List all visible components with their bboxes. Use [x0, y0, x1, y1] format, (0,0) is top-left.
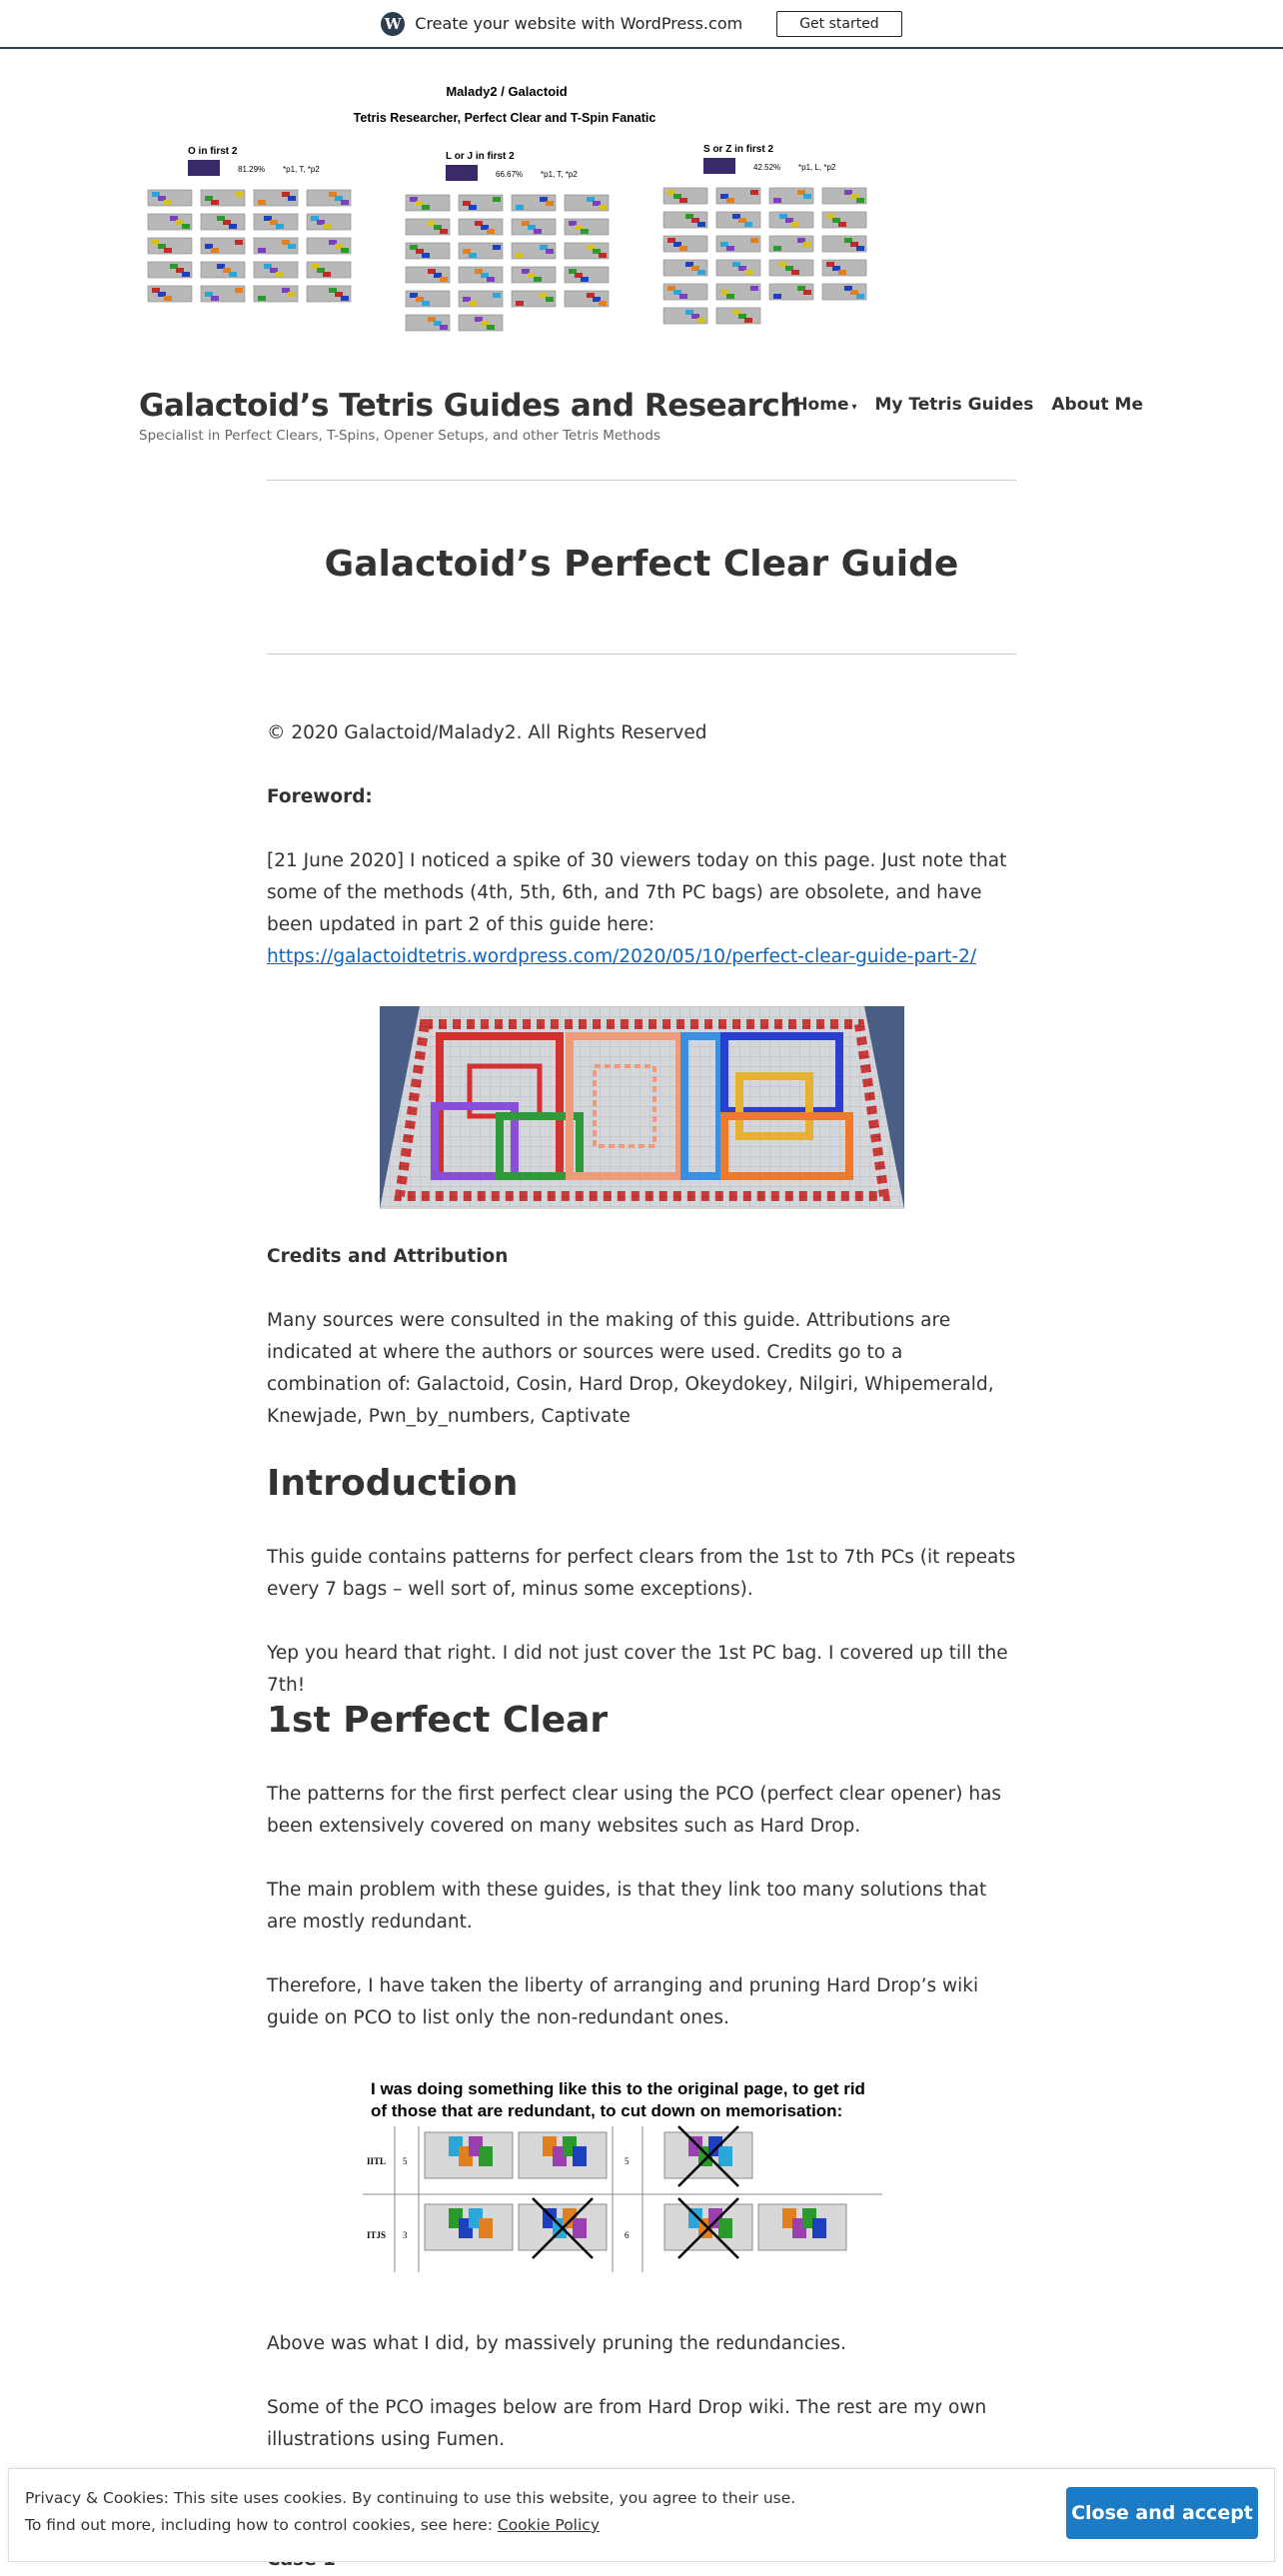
- pc-thumbnail-piece: [773, 294, 781, 299]
- pc-thumbnail-piece: [487, 277, 495, 282]
- site-title[interactable]: Galactoid’s Tetris Guides and Research: [139, 388, 801, 424]
- pco-board-piece: [573, 2146, 587, 2166]
- pc-thumbnail-piece: [211, 200, 219, 205]
- pc-thumbnail-piece: [276, 224, 284, 229]
- pc-thumbnail-piece: [838, 222, 846, 227]
- pc-thumbnail-piece: [679, 246, 687, 251]
- pc-thumbnail-piece: [487, 229, 495, 234]
- intro-paragraph-1: This guide contains patterns for perfect clears from the 1st to 7th PCs (it repeats every 7 bags – well sort of, minus some exceptions).: [267, 1547, 1016, 1600]
- copyright-text: © 2020 Galactoid/Malady2. All Rights Reserved: [267, 722, 707, 743]
- header-image-subtitle: Tetris Researcher, Perfect Clear and T-Spin Fanatic: [353, 111, 656, 125]
- pruning-row-1-count-left: 5: [403, 2156, 408, 2166]
- main-navigation: [793, 395, 1143, 415]
- pc-thumbnail-piece: [744, 318, 752, 323]
- pruning-row-2-count-right: 6: [625, 2230, 630, 2240]
- pc1-paragraph-3: Therefore, I have taken the liberty of arranging and pruning Hard Drop’s wiki guide on PCO to list only the non-redundant ones.: [267, 1975, 979, 2028]
- pruning-row-1-sequence: IITL: [367, 2156, 387, 2166]
- foreword-label: Foreword:: [267, 786, 373, 807]
- pc-thumbnail-piece: [773, 246, 781, 251]
- header-group-label: O in first 2: [188, 146, 238, 157]
- credits-heading: Credits and Attribution: [267, 1246, 509, 1267]
- header-group-note: *p1, T, *p2: [541, 170, 578, 179]
- pc-thumbnail-piece: [276, 272, 284, 277]
- header-group-percent: 66.67%: [496, 170, 524, 179]
- header-group-label: L or J in first 2: [446, 151, 515, 162]
- cookie-policy-link[interactable]: Cookie Policy: [497, 2516, 600, 2534]
- pc-thumbnail-piece: [679, 294, 687, 299]
- pc-thumbnail-piece: [534, 277, 542, 282]
- nav-item-about-me[interactable]: About Me: [1051, 395, 1143, 415]
- header-group-swatch: [703, 158, 735, 174]
- pc-thumbnail-piece: [599, 301, 607, 306]
- pc-thumbnail-piece: [750, 286, 758, 291]
- title-divider-top: [267, 480, 1016, 481]
- pruning-caption-line-2: of those that are redundant, to cut down on memorisation:: [371, 2101, 843, 2120]
- close-and-accept-button[interactable]: Close and accept: [1066, 2487, 1258, 2539]
- first-perfect-clear-heading: 1st Perfect Clear: [267, 1700, 609, 1741]
- part-2-link[interactable]: https://galactoidtetris.wordpress.com/2020/05/10/perfect-clear-guide-part-2/: [267, 946, 977, 967]
- header-group-note: *p1, L, *p2: [798, 163, 836, 172]
- pc1-paragraph-1: The patterns for the first perfect clear using the PCO (perfect clear opener) has been extensively covered on many websites such as Hard Drop.: [267, 1784, 1002, 1837]
- pc-thumbnail-piece: [791, 270, 799, 275]
- pc1-paragraph-4: Above was what I did, by massively pruning the redundancies.: [267, 2333, 846, 2354]
- pc-thumbnail-piece: [726, 198, 734, 203]
- pc-thumbnail-piece: [726, 294, 734, 299]
- pc-thumbnail-piece: [258, 200, 266, 205]
- wordpress-logo-icon[interactable]: W: [381, 12, 405, 36]
- pc-thumbnail-piece: [469, 205, 477, 210]
- pc-thumbnail-piece: [856, 246, 864, 251]
- pc-thumbnail-piece: [581, 229, 589, 234]
- pc-thumbnail-piece: [235, 192, 243, 197]
- pc-thumbnail-piece: [487, 325, 495, 330]
- pc-thumbnail-piece: [422, 205, 430, 210]
- pc-thumbnail-piece: [288, 292, 296, 297]
- pc-thumbnail-piece: [440, 229, 448, 234]
- pc-thumbnail-piece: [750, 238, 758, 243]
- pc-thumbnail-piece: [341, 200, 349, 205]
- pc-thumbnail-piece: [182, 272, 190, 277]
- pc-thumbnail-piece: [229, 272, 237, 277]
- pc1-paragraph-5: Some of the PCO images below are from Hard Drop wiki. The rest are my own illustrations using Fumen.: [267, 2397, 987, 2450]
- pc-thumbnail-piece: [341, 296, 349, 301]
- pc-thumbnail-piece: [288, 244, 296, 249]
- pc-thumbnail-piece: [546, 297, 554, 302]
- pc-thumbnail-piece: [164, 200, 172, 205]
- pc-thumbnail-piece: [697, 222, 705, 227]
- pc-thumbnail-piece: [516, 253, 524, 258]
- pc-thumbnail-piece: [838, 270, 846, 275]
- pc-thumbnail-piece: [516, 205, 524, 210]
- pc-thumbnail-piece: [211, 248, 219, 253]
- pc-thumbnail-piece: [493, 197, 501, 202]
- header-group-swatch: [446, 165, 478, 181]
- pc-thumbnail-piece: [726, 246, 734, 251]
- pc-thumbnail-piece: [697, 318, 705, 323]
- header-group-swatch: [188, 160, 220, 176]
- update-paragraph: [21 June 2020] I noticed a spike of 30 viewers today on this page. Just note that some of the methods (4th, 5th, 6th, and 7th PC bags) are obsolete, and have been updated in part 2 of this guide here: https://galactoidtetris.wordpress.com/2020/05/10/perfect-clear-guide-part-2/: [267, 850, 1007, 967]
- wordpress-promo-bar: [0, 0, 1283, 49]
- pco-board-piece: [718, 2146, 732, 2166]
- pc-thumbnail-piece: [469, 253, 477, 258]
- pc-thumbnail-piece: [211, 296, 219, 301]
- page-title: Galactoid’s Perfect Clear Guide: [324, 544, 959, 585]
- pc-thumbnail-piece: [750, 190, 758, 195]
- header-group-label: S or Z in first 2: [703, 144, 774, 155]
- credits-paragraph: Many sources were consulted in the making of this guide. Attributions are indicated at where the authors or sources were used. Credits go to a combination of: Galactoid, Cosin, Hard Drop, Okeydokey, Nilgiri, Whipemerald, Knewjade, Pwn_by_numbers, Captivate: [267, 1310, 994, 1427]
- get-started-button[interactable]: Get started: [776, 11, 902, 37]
- introduction-heading: Introduction: [267, 1463, 519, 1504]
- pc-thumbnail-piece: [773, 198, 781, 203]
- pc-thumbnail-piece: [341, 248, 349, 253]
- pruning-row-2-sequence: ITJS: [367, 2230, 387, 2240]
- chevron-down-icon[interactable]: ▾: [851, 402, 857, 413]
- pc-thumbnail-piece: [422, 301, 430, 306]
- pc-thumbnail-piece: [164, 296, 172, 301]
- pruning-row-1-count-right: 5: [625, 2156, 630, 2166]
- pco-board-piece: [573, 2218, 587, 2238]
- pc-thumbnail-piece: [493, 245, 501, 250]
- pc-thumbnail-piece: [679, 198, 687, 203]
- header-image-title: Malady2 / Galactoid: [446, 84, 568, 99]
- pc-thumbnail-piece: [546, 249, 554, 254]
- pc-thumbnail-piece: [235, 288, 243, 293]
- pc-thumbnail-piece: [258, 248, 266, 253]
- pruning-illustration-image[interactable]: [363, 2076, 922, 2276]
- title-divider-bottom: [267, 653, 1016, 654]
- pruning-caption-line-1: I was doing something like this to the original page, to get rid: [371, 2079, 865, 2098]
- pc-thumbnail-piece: [803, 242, 811, 247]
- header-group-percent: 81.29%: [238, 165, 266, 174]
- pco-board-piece: [812, 2218, 826, 2238]
- header-group-percent: 42.52%: [753, 163, 781, 172]
- pc-thumbnail-piece: [803, 290, 811, 295]
- header-group-note: *p1, T, *p2: [283, 165, 320, 174]
- pc-thumbnail-piece: [229, 224, 237, 229]
- header-image[interactable]: [140, 70, 879, 370]
- pc-thumbnail-piece: [440, 325, 448, 330]
- pc-thumbnail-piece: [235, 240, 243, 245]
- pco-board-piece: [479, 2218, 493, 2238]
- pc1-paragraph-2: The main problem with these guides, is that they link too many solutions that are mostly redundant.: [267, 1880, 987, 1932]
- pc-thumbnail-piece: [744, 270, 752, 275]
- pc-thumbnail-piece: [164, 248, 172, 253]
- site-description: Specialist in Perfect Clears, T-Spins, Opener Setups, and other Tetris Methods: [139, 428, 660, 444]
- nav-item-home[interactable]: Home ▾: [793, 395, 857, 415]
- pc-thumbnail-piece: [469, 301, 477, 306]
- cookie-text: Privacy & Cookies: This site uses cookies. By continuing to use this website, you agree to their use. To find out more, including how to control cookies, see here: Cookie Policy: [25, 2489, 796, 2534]
- pc-thumbnail-piece: [258, 296, 266, 301]
- pc-thumbnail-piece: [791, 222, 799, 227]
- pixel-art-image[interactable]: [380, 1006, 904, 1209]
- nav-item-my-tetris-guides[interactable]: My Tetris Guides: [874, 395, 1034, 415]
- pc-thumbnail-piece: [856, 198, 864, 203]
- pc-thumbnail-piece: [323, 224, 331, 229]
- pc-thumbnail-piece: [744, 222, 752, 227]
- intro-paragraph-2: Yep you heard that right. I did not just cover the 1st PC bag. I covered up till the 7th!: [267, 1643, 1008, 1696]
- pc-thumbnail-piece: [440, 277, 448, 282]
- pruning-row-2-count-left: 3: [403, 2230, 408, 2240]
- pc-thumbnail-piece: [422, 253, 430, 258]
- pc-thumbnail-piece: [516, 301, 524, 306]
- pc-thumbnail-piece: [581, 277, 589, 282]
- pco-board-piece: [718, 2218, 732, 2238]
- pc-thumbnail-piece: [599, 253, 607, 258]
- pc-thumbnail-piece: [803, 194, 811, 199]
- cookie-banner: [8, 2468, 1275, 2562]
- pc-thumbnail-piece: [493, 293, 501, 298]
- pc-thumbnail-piece: [599, 205, 607, 210]
- pc-thumbnail-piece: [856, 294, 864, 299]
- pco-board-piece: [479, 2146, 493, 2166]
- pc-thumbnail-piece: [182, 224, 190, 229]
- wordpress-promo-text[interactable]: Create your website with WordPress.com: [415, 14, 743, 33]
- pc-thumbnail-piece: [323, 272, 331, 277]
- pc-thumbnail-piece: [534, 229, 542, 234]
- pc-thumbnail-piece: [697, 270, 705, 275]
- pc-thumbnail-piece: [288, 196, 296, 201]
- pc-thumbnail-piece: [546, 201, 554, 206]
